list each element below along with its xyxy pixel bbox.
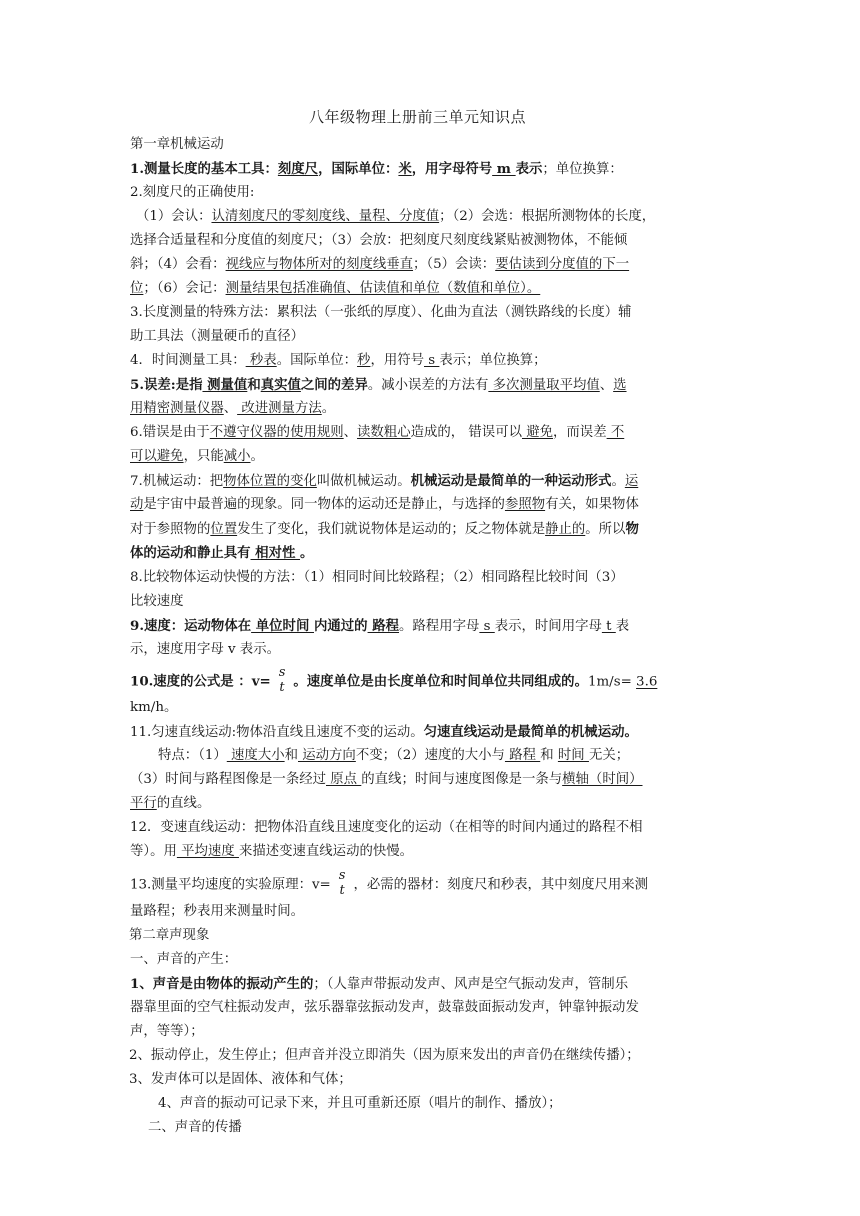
text-span: 发生了变化，我们就说物体是运动的；反之物体就是 xyxy=(237,522,546,537)
text-span: 。所以 xyxy=(585,522,626,537)
text-line xyxy=(130,972,628,997)
formula-prefix: 13.测量平均速度的实验原理：v= xyxy=(130,877,331,893)
fill-blank-answer: 秒表 xyxy=(245,353,277,368)
text-line: 一、声音的产生： xyxy=(130,952,238,967)
fill-blank-answer: 时间 xyxy=(557,748,589,763)
bold-text: 之间的差异 xyxy=(300,377,368,393)
formula-fraction xyxy=(339,868,346,898)
text-span: ，只能 xyxy=(183,449,224,464)
fill-blank-answer: 视线应与物体所对的刻度线垂直 xyxy=(225,257,414,272)
formula-prefix: 10.速度的公式是 ：v= xyxy=(130,673,271,690)
text-span: 。国际单位： xyxy=(276,353,358,368)
text-line xyxy=(130,277,540,301)
text-span: 的直线；时间与速度图像是一条与 xyxy=(361,772,563,787)
text-line: 12．变速直线运动：把物体沿直线且速度变化的运动（在相等的时间内通过的路程不相 xyxy=(130,820,643,835)
text-span: 7.机械运动：把 xyxy=(130,474,224,489)
formula-fraction xyxy=(279,665,286,695)
fill-blank-answer: 原点 xyxy=(326,772,362,787)
text-span: ，而误差 xyxy=(553,425,607,440)
fill-blank-answer: 运动方向 xyxy=(298,748,356,763)
text-span: 。 xyxy=(250,449,264,464)
bold-text: 机械运动是最简单的一种运动形式 xyxy=(410,473,612,489)
text-span: 表示，时间用字母 xyxy=(494,619,602,634)
text-span: 表 xyxy=(615,619,630,634)
fill-blank-answer: 横轴（时间） xyxy=(562,772,643,787)
text-span: 来描述变速直线运动的快慢。 xyxy=(238,844,414,859)
text-span: 和 xyxy=(540,748,558,763)
text-line xyxy=(130,157,623,182)
fill-blank-answer: 改进测量方法 xyxy=(237,401,322,416)
text-line xyxy=(130,253,629,277)
text-line: 2、振动停止，发生停止；但声音并没立即消失（因为原来发出的声音仍在继续传播）； xyxy=(129,1048,640,1063)
fill-blank-answer: 位 xyxy=(130,281,144,296)
text-line xyxy=(130,517,639,542)
text-line xyxy=(130,792,210,816)
text-span: ；（5）会读： xyxy=(413,257,496,272)
bold-answer: 测量值 xyxy=(202,377,248,393)
text-line: 第一章机械运动 xyxy=(130,137,224,152)
text-span: 。 xyxy=(321,401,336,416)
formula-suffix: 。速度单位是由长度单位和时间单位共同组成的。 xyxy=(293,673,588,690)
text-span: 不变；（2）速度的大小与 xyxy=(355,748,505,763)
fill-blank-answer: 可以避免 xyxy=(130,449,184,464)
text-span: （3）时间与路程图像是一条经过 xyxy=(130,772,326,787)
bold-answer: 刻度尺 xyxy=(277,161,319,177)
fraction-denominator: t xyxy=(279,680,285,695)
text-line xyxy=(130,421,624,445)
fill-blank-answer: 位置 xyxy=(210,522,238,537)
text-line xyxy=(130,614,629,639)
bold-text: 。 xyxy=(300,545,314,561)
text-line xyxy=(130,349,547,373)
text-line: 量路程；秒表用来测量时间。 xyxy=(130,904,305,919)
text-span: 的直线。 xyxy=(156,796,211,811)
text-line xyxy=(130,493,639,517)
text-line: 助工具法（测量硬币的直径） xyxy=(130,329,305,344)
fill-blank-answer: 不遵守仪器的使用规则 xyxy=(209,425,344,440)
text-line xyxy=(130,667,657,697)
text-span: 。 xyxy=(611,474,625,489)
fraction-numerator: s xyxy=(278,665,286,680)
fill-blank-answer: 3.6 xyxy=(636,674,658,690)
fraction-numerator: s xyxy=(338,868,346,883)
fill-blank-answer: 平均速度 xyxy=(176,844,239,859)
fill-blank-answer: 认清刻度尺的零刻度线、量程、分度值 xyxy=(211,209,440,224)
text-line xyxy=(130,397,335,421)
fill-blank-answer: 平行 xyxy=(130,796,157,811)
text-line xyxy=(130,445,264,469)
text-line: 2.刻度尺的正确使用: xyxy=(130,185,255,200)
fill-blank-answer: 减小 xyxy=(223,449,251,464)
text-span: 等）。用 xyxy=(130,844,177,859)
text-line xyxy=(158,744,629,768)
text-line: 比较速度 xyxy=(130,594,184,609)
text-span: 。减小误差的方法有 xyxy=(367,378,489,393)
text-span: ，用符号 xyxy=(370,353,424,368)
bold-text: 5.误差:是指 xyxy=(130,377,203,393)
bold-answer: 单位时间 xyxy=(251,618,314,634)
fill-blank-answer: s xyxy=(479,619,495,634)
fill-blank-answer: 要估读到分度值的下一 xyxy=(495,257,630,272)
fill-blank-answer: 测量结果包括准确值、估读值和单位（数值和单位）。 xyxy=(225,281,541,296)
text-span: 和 xyxy=(284,748,298,763)
bold-answer: 相对性 xyxy=(250,545,301,561)
text-line xyxy=(130,840,413,864)
fill-blank-answer: 路程 xyxy=(504,748,541,763)
fill-blank-answer: 物体位置的变化 xyxy=(223,474,317,489)
text-line xyxy=(130,541,313,566)
bold-text: 匀速直线运动是最简单的机械运动。 xyxy=(423,724,638,740)
bold-answer: 路程 xyxy=(367,618,400,634)
document-title: 八年级物理上册前三单元知识点 xyxy=(308,108,526,126)
text-line xyxy=(130,373,627,398)
text-span: 造成的， 错误可以 xyxy=(410,425,522,440)
text-line: 4、声音的振动可记录下来，并且可重新还原（唱片的制作、播放）； xyxy=(158,1096,562,1111)
text-line: 声，等等）； xyxy=(130,1024,204,1039)
fill-blank-answer: 动 xyxy=(130,497,144,512)
fill-blank-answer: 不 xyxy=(606,425,625,440)
bold-answer: 真实值 xyxy=(260,377,301,393)
fill-blank-answer: 运 xyxy=(624,474,639,489)
bold-answer: m xyxy=(492,161,516,177)
unit-conversion: 1m/s= xyxy=(587,674,637,690)
text-span: 表示；单位换算； xyxy=(439,353,547,368)
text-span: ；单位换算： xyxy=(542,162,623,177)
fill-blank-answer: 用精密测量仪器 xyxy=(130,401,224,416)
text-span: ；（2）会选：根据所测物体的长度， xyxy=(439,209,656,224)
bold-text: ，用字母符号 xyxy=(411,161,493,177)
text-line xyxy=(130,768,643,792)
text-line: 示，速度用字母 v 表示。 xyxy=(130,642,280,657)
text-line: 8.比较物体运动快慢的方法：（1）相同时间比较路程；（2）相同路程比较时间（3） xyxy=(130,570,624,585)
text-span: 特点：（1） xyxy=(158,748,227,763)
bold-text: 1、声音是由物体的振动产生的 xyxy=(130,976,314,992)
text-span: 、 xyxy=(343,425,358,440)
text-span: 、 xyxy=(599,378,614,393)
fill-blank-answer: s xyxy=(424,353,440,368)
text-line xyxy=(130,720,638,745)
text-span: 6.错误是由于 xyxy=(130,425,210,440)
bold-text: 1.测量长度的基本工具： xyxy=(130,161,278,177)
fill-blank-answer: 参照物 xyxy=(504,497,546,512)
bold-text: 表示 xyxy=(515,161,543,177)
text-span: 11.匀速直线运动:物体沿直线且速度不变的运动。 xyxy=(130,725,424,740)
text-line: 器靠里面的空气柱振动发声，弦乐器靠弦振动发声，鼓靠鼓面振动发声，钟靠钟振动发 xyxy=(130,1000,639,1015)
text-line xyxy=(130,469,638,494)
fill-blank-answer: 选 xyxy=(613,378,627,393)
fill-blank-answer: t xyxy=(601,619,616,634)
bold-text: 内通过的 xyxy=(314,618,368,634)
text-span: 斜；（4）会看： xyxy=(130,257,226,272)
fill-blank-answer: 多次测量取平均值 xyxy=(488,378,600,393)
fill-blank-answer: 速度大小 xyxy=(226,748,285,763)
bold-answer: 米 xyxy=(398,161,412,177)
text-span: （1）会认： xyxy=(136,209,212,224)
text-span: 有关，如果物体 xyxy=(545,497,639,512)
text-span: 。路程用字母 xyxy=(399,619,480,634)
text-line: 3.长度测量的特殊方法：累积法（一张纸的厚度）、化曲为直法（测铁路线的长度）辅 xyxy=(130,305,632,320)
bold-text: 物 xyxy=(625,521,639,537)
bold-text: 和 xyxy=(247,377,261,393)
bold-text: 9.速度：运动物体在 xyxy=(130,618,252,634)
text-span: 是宇宙中最普遍的现象。同一物体的运动还是静止，与选择的 xyxy=(143,497,505,512)
text-line: 第二章声现象 xyxy=(129,928,210,943)
text-span: 、 xyxy=(223,401,238,416)
text-line xyxy=(136,205,655,229)
text-span: 无关； xyxy=(588,748,630,763)
text-span: 4．时间测量工具： xyxy=(130,353,246,368)
text-line xyxy=(130,870,648,900)
fill-blank-answer: 静止的 xyxy=(545,522,586,537)
formula-suffix: ，必需的器材：刻度尺和秒表，其中刻度尺用来测 xyxy=(353,877,649,893)
text-span: 对于参照物的 xyxy=(130,522,211,537)
text-line: 选择合适量程和分度值的刻度尺；（3）会放：把刻度尺刻度线紧贴被测物体，不能倾 xyxy=(130,233,628,248)
bold-text: ，国际单位： xyxy=(318,161,399,177)
bold-text: 体的运动和静止具有 xyxy=(130,545,251,561)
text-line: 二、声音的传播 xyxy=(148,1120,242,1135)
text-span: ；（6）会记： xyxy=(143,281,226,296)
text-line: 3、发声体可以是固体、液体和气体； xyxy=(129,1072,352,1087)
text-span: 叫做机械运动。 xyxy=(316,474,411,489)
text-line: km/h。 xyxy=(130,700,178,715)
fill-blank-answer: 读数粗心 xyxy=(357,425,411,440)
text-span: ；（人靠声带振动发声、风声是空气振动发声，管制乐 xyxy=(313,977,629,992)
fraction-denominator: t xyxy=(339,883,345,898)
fill-blank-answer: 避免 xyxy=(521,425,554,440)
fill-blank-answer: 秒 xyxy=(357,353,371,368)
